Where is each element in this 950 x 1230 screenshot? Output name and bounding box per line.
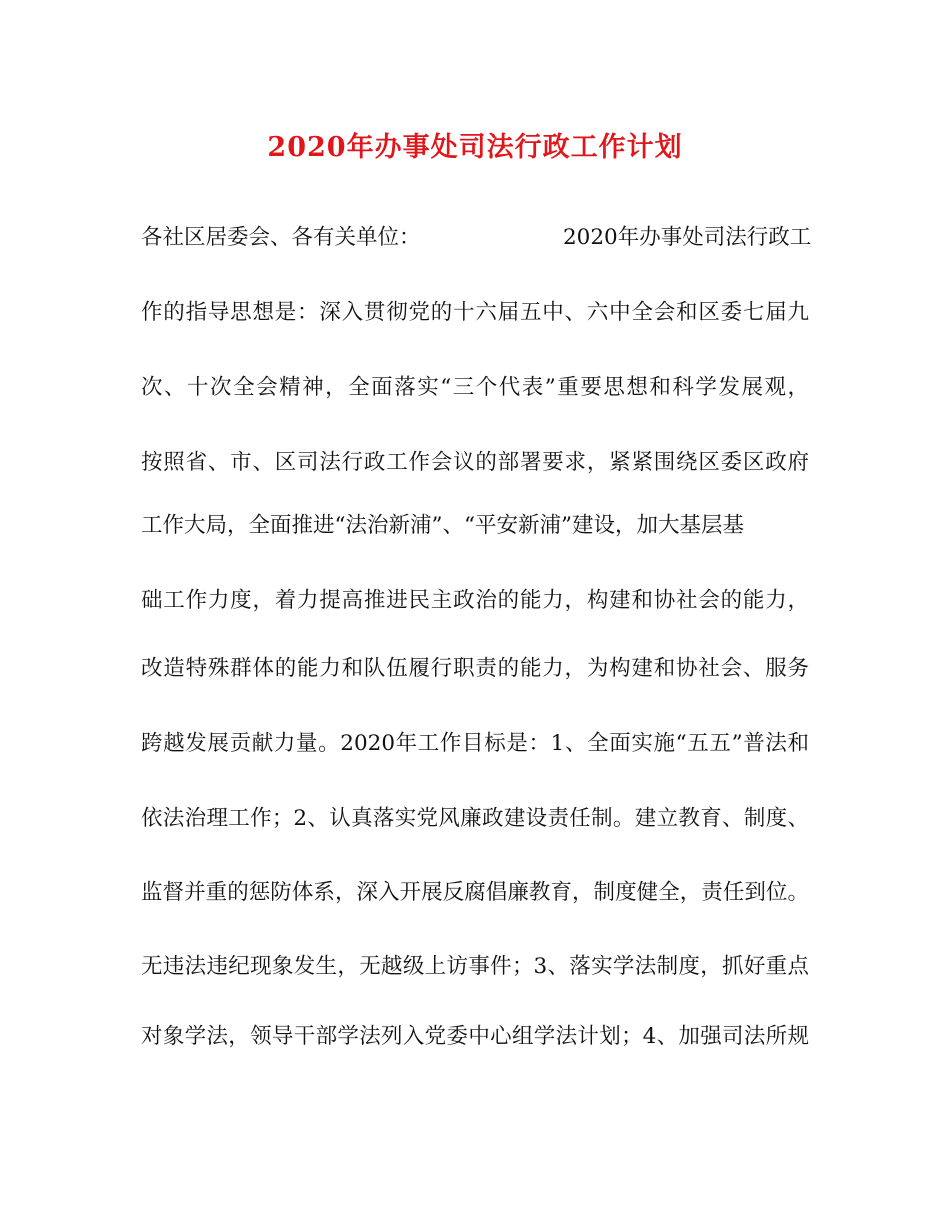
paragraph-line: 监督并重的惩防体系，深入开展反腐倡廉教育，制度健全，责任到位。 (141, 880, 809, 905)
paragraph-first-line: 2020年办事处司法行政工 (563, 225, 812, 250)
paragraph-line: 跨越发展贡献力量。2020年工作目标是：1、全面实施“五五”普法和 (141, 731, 809, 756)
paragraph-line: 无违法违纪现象发生，无越级上访事件；3、落实学法制度，抓好重点 (141, 954, 809, 979)
paragraph-line: 对象学法，领导干部学法列入党委中心组学法计划；4、加强司法所规 (141, 1024, 809, 1049)
paragraph-line: 依法治理工作；2、认真落实党风廉政建设责任制。建立教育、制度、 (141, 806, 809, 831)
paragraph-line: 作的指导思想是：深入贯彻党的十六届五中、六中全会和区委七届九 (141, 300, 809, 325)
paragraph-line: 次、十次全会精神，全面落实“三个代表”重要思想和科学发展观， (141, 375, 809, 400)
paragraph-line: 工作大局，全面推进“法治新浦”、“平安新浦”建设，加大基层基 (141, 513, 744, 538)
paragraph-line: 础工作力度，着力提高推进民主政治的能力，构建和协社会的能力， (141, 588, 809, 613)
paragraph-line: 按照省、市、区司法行政工作会议的部署要求，紧紧围绕区委区政府 (141, 450, 809, 475)
salutation: 各社区居委会、各有关单位： (141, 225, 421, 250)
document-title: 2020年办事处司法行政工作计划 (267, 132, 683, 163)
paragraph-line: 改造特殊群体的能力和队伍履行职责的能力，为构建和协社会、服务 (141, 656, 809, 681)
